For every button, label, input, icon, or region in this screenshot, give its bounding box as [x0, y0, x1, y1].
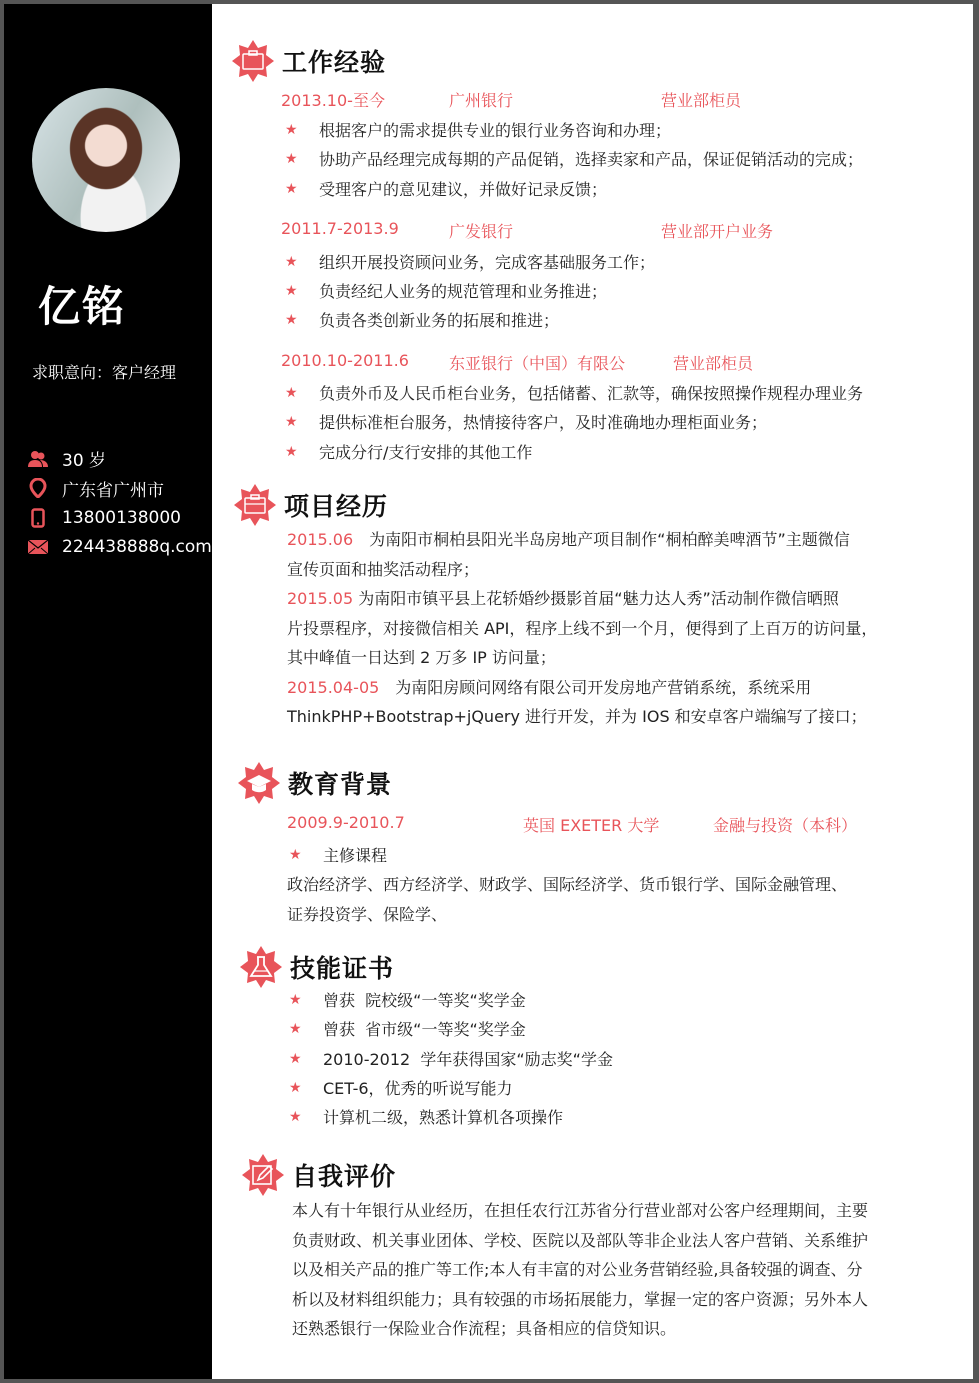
project-date: 2015.04-05 — [287, 677, 380, 697]
course-list — [287, 870, 847, 929]
work-entry-3-meta — [281, 351, 753, 374]
project-line — [287, 643, 927, 673]
text-line: 负责财政、机关事业团体、学校、医院以及部队等非企业法人客户营销、关系维护 — [292, 1230, 869, 1250]
period: 2011.7-2013.9 — [281, 219, 399, 238]
star-icon: ★ — [289, 1079, 302, 1096]
star-icon: ★ — [289, 846, 302, 863]
list-item — [285, 118, 671, 141]
item-text: 负责经纪人业务的规范管理和业务推进； — [319, 282, 608, 301]
project-date: 2015.05 — [287, 589, 354, 608]
project-text: 为南阳房顾问网络有限公司开发房地产营销系统，系统采用 — [379, 677, 812, 697]
company: 广州银行 — [449, 91, 514, 110]
item-text: 组织开展投资顾问业务，完成客基础服务工作； — [319, 253, 656, 272]
star-icon: ★ — [285, 311, 298, 328]
text-line: 本人有十年银行从业经历，在担任农行江苏省分行营业部对公客户经理期间，主要 — [292, 1201, 869, 1220]
project-line — [287, 525, 927, 555]
list-item — [289, 843, 387, 866]
work-entry-2-meta — [281, 219, 773, 242]
contact-info — [28, 444, 212, 562]
section-projects — [234, 484, 388, 526]
item-text: 协助产品经理完成每期的产品促销，选择卖家和产品，保证促销活动的完成； — [319, 150, 864, 169]
text-line: 还熟悉银行一保险业合作流程；具备相应的信贷知识。 — [292, 1319, 677, 1338]
project-line — [287, 673, 927, 703]
project-text: 宣传页面和抽奖活动程序； — [287, 559, 480, 579]
list-item — [285, 250, 655, 273]
item-text: 负责外币及人民币柜台业务，包括储蓄、汇款等，确保按照操作规程办理业务 — [319, 384, 864, 403]
sidebar — [4, 4, 212, 1379]
period: 2010.10-2011.6 — [281, 351, 409, 370]
star-icon: ★ — [285, 384, 298, 401]
email-row — [28, 533, 212, 563]
section-self-evaluation — [242, 1154, 396, 1196]
user-icon — [28, 450, 48, 468]
section-education — [238, 762, 392, 804]
flask-icon — [240, 946, 282, 988]
phone-text: 13800138000 — [62, 507, 181, 528]
pencil-icon — [242, 1154, 284, 1196]
mail-icon — [28, 538, 48, 556]
text-line: 以及相关产品的推广等工作;本人有丰富的对公业务营销经验,具备较强的调查、分 — [292, 1260, 863, 1279]
company: 东亚银行（中国）有限公 — [449, 354, 626, 373]
list-item — [289, 1076, 513, 1099]
text-line: 析以及材料组织能力；具有较强的市场拓展能力，掌握一定的客户资源；另外本人 — [292, 1289, 869, 1309]
project-text: 其中峰值一日达到 2 万多 IP 访问量； — [287, 648, 556, 667]
list-item — [289, 988, 526, 1011]
list-item — [289, 1105, 563, 1128]
list-item — [285, 381, 863, 404]
list-item — [289, 1017, 526, 1040]
star-icon: ★ — [285, 180, 298, 197]
item-text: 完成分行/支行安排的其他工作 — [319, 443, 533, 462]
section-title: 技能证书 — [290, 954, 395, 983]
star-icon: ★ — [285, 150, 298, 167]
section-title: 工作经验 — [282, 48, 387, 77]
role: 营业部开户业务 — [661, 222, 774, 241]
job-intent: 求职意向：客户经理 — [32, 363, 177, 382]
project-line — [287, 702, 927, 732]
list-item — [285, 410, 767, 433]
star-icon: ★ — [285, 253, 298, 270]
star-icon: ★ — [289, 1108, 302, 1125]
course-line: 政治经济学、西方经济学、财政学、国际经济学、货币银行学、国际金融管理、 — [287, 875, 848, 894]
briefcase-icon — [234, 484, 276, 526]
list-item — [289, 1047, 613, 1070]
item-text: CET-6，优秀的听说写能力 — [323, 1079, 513, 1098]
item-text: 主修课程 — [323, 846, 388, 865]
project-line — [287, 614, 927, 644]
item-text: 根据客户的需求提供专业的银行业务咨询和办理； — [319, 121, 672, 140]
person-name: 亿铭 — [38, 282, 127, 331]
self-evaluation-text — [292, 1196, 868, 1344]
item-text: 2010-2012 学年获得国家“励志奖“学金 — [323, 1050, 613, 1069]
list-item — [285, 308, 559, 331]
list-item — [285, 147, 863, 170]
period: 2009.9-2010.7 — [287, 813, 405, 832]
item-text: 提供标准柜台服务，热情接待客户，及时准确地办理柜面业务； — [319, 413, 768, 432]
star-icon: ★ — [289, 1020, 302, 1037]
education-meta — [287, 813, 857, 836]
briefcase-icon — [232, 40, 274, 82]
course-line: 证券投资学、保险学、 — [287, 904, 448, 924]
role: 营业部柜员 — [661, 91, 742, 110]
section-work — [232, 40, 386, 82]
project-line — [287, 584, 927, 614]
project-line — [287, 555, 927, 585]
major: 金融与投资（本科） — [713, 816, 858, 835]
list-item — [285, 279, 607, 302]
project-text: 为南阳市镇平县上花轿婚纱摄影首届“魅力达人秀”活动制作微信晒照 — [353, 589, 839, 608]
location-pin-icon — [28, 479, 48, 497]
star-icon: ★ — [285, 121, 298, 138]
age-text: 30 岁 — [62, 451, 107, 472]
school: 英国 EXETER 大学 — [523, 816, 660, 835]
work-entry-1-meta — [281, 88, 741, 111]
period: 2013.10-至今 — [281, 91, 385, 110]
age-row — [28, 444, 212, 474]
email-text: 224438888q.com — [62, 537, 212, 558]
star-icon: ★ — [285, 413, 298, 430]
project-date: 2015.06 — [287, 530, 354, 549]
star-icon: ★ — [285, 443, 298, 460]
list-item — [285, 440, 532, 463]
location-text: 广东省广州市 — [62, 480, 164, 501]
project-list — [287, 525, 927, 732]
star-icon: ★ — [289, 991, 302, 1008]
main-content — [212, 4, 973, 1379]
list-item — [285, 177, 607, 200]
location-row — [28, 474, 212, 504]
role: 营业部柜员 — [673, 354, 754, 373]
avatar — [32, 88, 180, 232]
star-icon: ★ — [289, 1050, 302, 1067]
item-text: 负责各类创新业务的拓展和推进； — [319, 311, 560, 330]
item-text: 计算机二级，熟悉计算机各项操作 — [323, 1108, 564, 1127]
resume-page — [4, 4, 973, 1379]
phone-icon — [28, 509, 48, 527]
graduation-cap-icon — [238, 762, 280, 804]
project-text: 为南阳市桐柏县阳光半岛房地产项目制作“桐柏醉美啤酒节”主题微信 — [353, 530, 850, 549]
section-title: 自我评价 — [292, 1162, 397, 1191]
phone-row — [28, 503, 212, 533]
section-title: 项目经历 — [284, 492, 389, 521]
item-text: 曾获 省市级“一等奖“奖学金 — [323, 1020, 526, 1039]
star-icon: ★ — [285, 282, 298, 299]
section-skills — [240, 946, 394, 988]
company: 广发银行 — [449, 222, 514, 241]
item-text: 曾获 院校级“一等奖“奖学金 — [323, 991, 526, 1010]
item-text: 受理客户的意见建议，并做好记录反馈； — [319, 180, 608, 199]
project-text: ThinkPHP+Bootstrap+jQuery 进行开发，并为 IOS 和安卓客户端编写了接口； — [287, 707, 867, 726]
section-title: 教育背景 — [288, 770, 393, 799]
project-text: 片投票程序，对接微信相关 API，程序上线不到一个月，便得到了上百万的访问量， — [287, 618, 878, 638]
